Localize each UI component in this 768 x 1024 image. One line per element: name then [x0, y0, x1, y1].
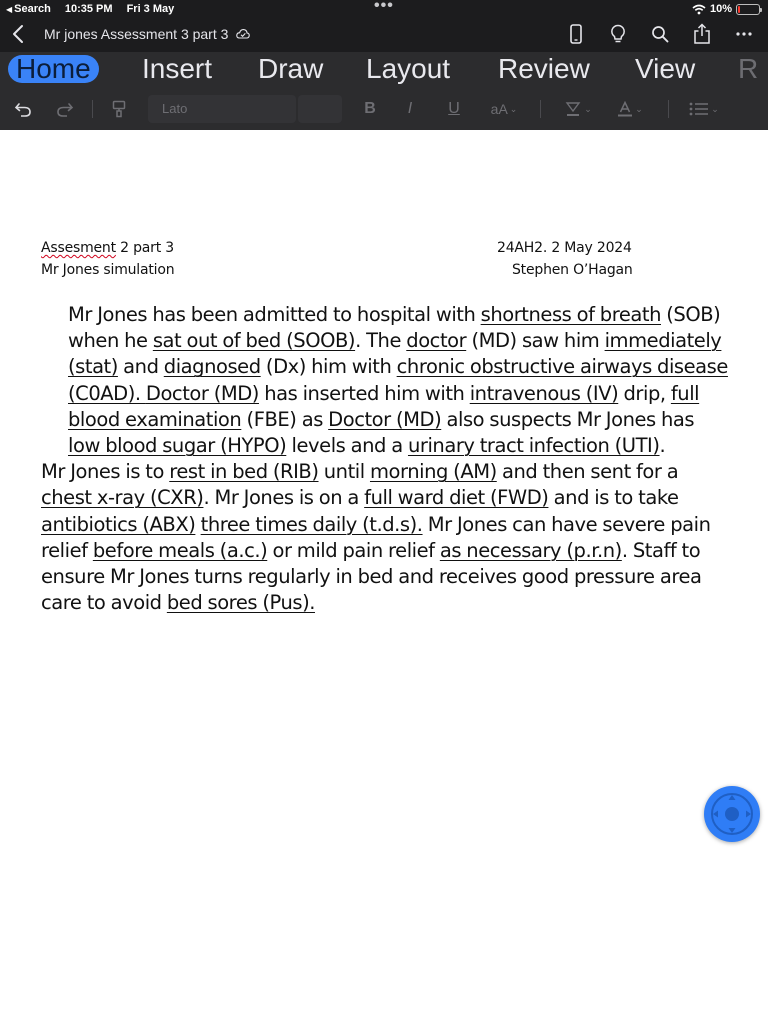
more-options-icon[interactable] [734, 23, 754, 45]
underlined-term: doctor [406, 329, 467, 353]
underlined-term: three times daily (t.d.s). [200, 512, 423, 536]
document-title-text: Mr jones Assessment 3 part 3 [44, 26, 229, 42]
toolbar-divider [668, 100, 669, 118]
header-author: Stephen O’Hagan [512, 262, 633, 278]
header-title-rest: 2 part 3 [115, 240, 174, 256]
text-run: (SOB) when he [68, 303, 721, 353]
status-time: 10:35 PM [64, 3, 113, 15]
text-run: Mr Jones has been admitted to hospital with [68, 303, 481, 326]
font-size-adjust-button[interactable] [484, 98, 524, 120]
underlined-term: morning (AM) [369, 460, 497, 484]
text-run: . Staff to ensure Mr Jones turns regularly in bed and receives good pressure area care to avoid [41, 538, 702, 615]
chevron-down-icon: ⌄ [509, 103, 518, 114]
share-icon[interactable] [692, 23, 712, 45]
wifi-icon [692, 4, 706, 15]
underlined-term: immediately (stat) [68, 329, 722, 379]
font-size-field[interactable] [298, 95, 342, 123]
tab-draw[interactable]: Draw [258, 53, 324, 84]
back-triangle-icon: ◀ [6, 5, 13, 14]
text-run: and is to take [548, 486, 679, 510]
underlined-term: Doctor (MD) [145, 381, 259, 405]
bullet-list-button[interactable] [684, 98, 724, 120]
status-date: Fri 3 May [126, 3, 175, 15]
highlighter-icon [564, 101, 582, 117]
back-app-label: Search [14, 3, 51, 15]
cloud-saved-icon [236, 28, 250, 40]
header-assessment-title [41, 240, 174, 256]
text-run: and [117, 355, 164, 379]
font-color-icon [617, 101, 633, 117]
text-run: levels and a [286, 434, 408, 458]
underlined-term: shortness of breath [480, 303, 661, 326]
title-bar [0, 18, 768, 52]
format-painter-icon[interactable] [108, 98, 130, 120]
paragraph-care-plan [41, 459, 731, 616]
paragraph-admission [41, 302, 731, 459]
battery-level-fill [738, 6, 740, 13]
header-class-date: 24AH2. 2 May 2024 [497, 240, 632, 256]
underlined-term: diagnosed [163, 355, 261, 379]
back-to-search-link[interactable] [6, 3, 51, 15]
text-run: or mild pain relief [267, 538, 440, 562]
multitasking-dots-icon[interactable]: ••• [374, 0, 394, 14]
font-color-button[interactable] [612, 98, 648, 120]
text-run: drip, [618, 381, 671, 405]
font-name-field[interactable]: Lato [148, 95, 296, 123]
navigation-pad-button[interactable] [704, 786, 760, 842]
misspelled-word[interactable]: Assesment [41, 240, 116, 256]
underlined-term: Doctor (MD) [328, 407, 442, 431]
underlined-term: full ward diet (FWD) [364, 486, 549, 510]
redo-icon[interactable] [54, 98, 76, 120]
text-run: (FBE) as [241, 407, 329, 431]
underlined-term: low blood sugar (HYPO) [68, 434, 287, 458]
text-run: also suspects Mr Jones has [441, 407, 695, 431]
text-run: . [659, 434, 666, 458]
underlined-term: chest x-ray (CXR) [41, 486, 204, 510]
underlined-term: rest in bed (RIB) [169, 460, 319, 484]
chevron-down-icon: ⌄ [584, 103, 592, 114]
document-body[interactable] [41, 302, 731, 616]
ribbon-tab-bar [0, 52, 768, 88]
lightbulb-icon[interactable] [608, 23, 628, 45]
text-run: Mr Jones is to [41, 460, 170, 484]
tab-view[interactable]: View [635, 53, 696, 84]
underlined-term: bed sores (Pus). [166, 591, 315, 615]
document-title[interactable] [44, 26, 250, 42]
underlined-term: before meals (a.c.) [92, 538, 268, 562]
tab-overflow[interactable]: R [738, 53, 759, 84]
underlined-term: antibiotics (ABX) [41, 512, 196, 536]
text-run: has inserted him with [258, 381, 470, 405]
battery-percent: 10% [709, 3, 732, 15]
bold-button[interactable]: B [364, 100, 376, 117]
text-run: . Mr Jones is on a [203, 486, 365, 510]
font-size-adjust-label: aA [490, 101, 508, 117]
directional-pad-icon [704, 786, 760, 842]
tab-review[interactable]: Review [498, 53, 590, 84]
app-chrome [0, 0, 768, 130]
toolbar-divider [540, 100, 541, 118]
italic-button[interactable]: I [407, 100, 413, 117]
tab-insert[interactable]: Insert [142, 53, 213, 84]
underlined-term: full blood examination [68, 381, 700, 431]
underlined-term: as necessary (p.r.n) [439, 538, 622, 562]
bullet-list-icon [689, 101, 709, 117]
back-chevron-icon[interactable] [10, 23, 28, 45]
formatting-toolbar [0, 88, 768, 130]
chevron-down-icon: ⌄ [635, 103, 643, 114]
underlined-term: chronic obstructive airways disease (C0AD). [68, 355, 728, 405]
underlined-term: sat out of bed (SOOB) [152, 329, 356, 353]
underlined-term: urinary tract infection (UTI) [407, 434, 660, 458]
text-run: (Dx) him with [260, 355, 397, 379]
text-run: and then sent for a [496, 460, 679, 484]
underlined-term: intravenous (IV) [469, 381, 619, 405]
tab-layout[interactable]: Layout [366, 53, 451, 84]
mobile-view-icon[interactable] [566, 23, 586, 45]
highlight-color-button[interactable] [560, 98, 596, 120]
undo-icon[interactable] [12, 98, 34, 120]
tab-home[interactable]: Home [8, 55, 99, 83]
toolbar-divider [92, 100, 93, 118]
text-run: (MD) saw him [466, 329, 605, 353]
chevron-down-icon: ⌄ [711, 103, 719, 114]
status-bar [0, 0, 768, 18]
text-run: Mr Jones can have severe pain relief [41, 512, 711, 562]
search-icon[interactable] [650, 23, 670, 45]
underline-button[interactable]: U [448, 100, 460, 117]
header-simulation-subtitle: Mr Jones simulation [41, 262, 175, 278]
document-page[interactable] [0, 130, 768, 1024]
battery-icon [736, 4, 760, 15]
text-run: . The [355, 329, 407, 353]
text-run: until [318, 460, 370, 484]
